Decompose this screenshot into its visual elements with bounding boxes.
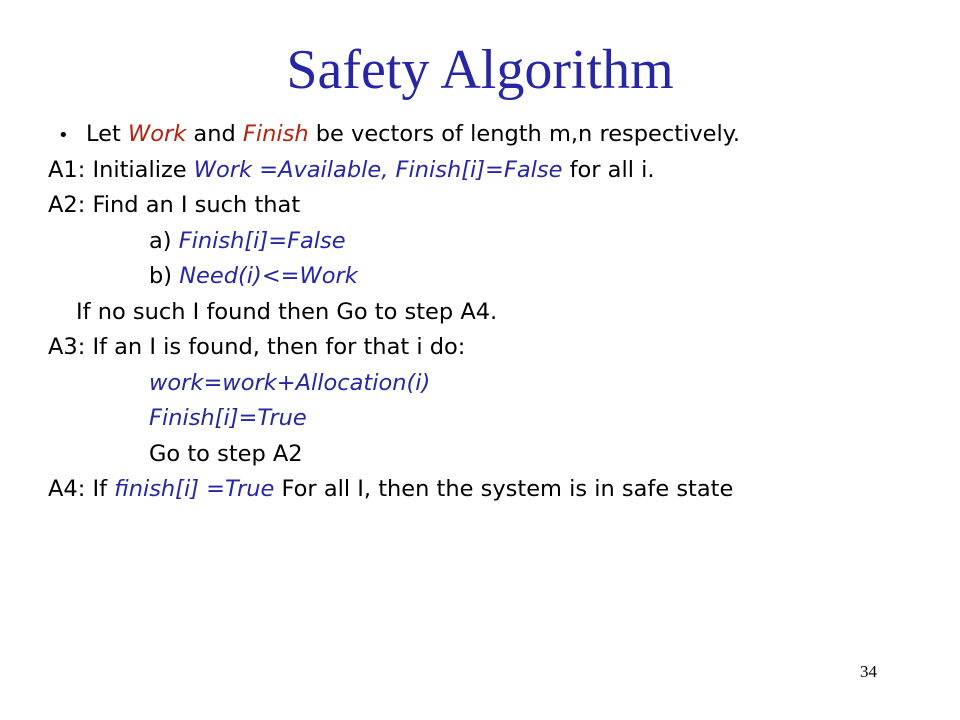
slide-title: Safety Algorithm (286, 39, 674, 101)
step-a3-work-update (48, 366, 948, 402)
condition-b-label: b) (149, 263, 180, 289)
step-a2-fallback (48, 295, 948, 331)
step-a3-label: A3: If an I is found, then for that i do: (48, 334, 466, 360)
finish-update-emph: Finish[i]=True (149, 405, 307, 431)
text-vectors: be vectors of length m,n respectively. (308, 121, 741, 147)
emph-finish: Finish (242, 121, 309, 147)
slide-body (48, 117, 948, 508)
condition-b-emph: Need(i)<=Work (179, 263, 358, 289)
step-a2-label: A2: Find an I such that (48, 192, 301, 218)
bullet-line-vectors (48, 117, 948, 153)
condition-a-label: a) (149, 227, 179, 254)
goto-text: Go to step A2 (149, 440, 303, 467)
condition-a-emph: Finish[i]=False (178, 227, 346, 254)
step-a2 (48, 188, 948, 224)
step-a1-emph: Work =Available, Finish[i]=False (193, 156, 563, 183)
step-a1-tail: for all i. (562, 156, 655, 183)
fallback-text: If no such I found then Go to step A4. (76, 298, 498, 325)
step-a3-goto (48, 437, 948, 473)
text-and: and (186, 121, 243, 147)
step-a1 (48, 153, 948, 189)
step-a3 (48, 330, 948, 366)
step-a4-emph: finish[i] =True (114, 476, 275, 502)
page-number: 34 (860, 662, 877, 681)
step-a3-finish-update (48, 401, 948, 437)
step-a4-label: A4: If (48, 476, 115, 502)
bullet-icon: • (58, 125, 69, 146)
work-update-emph: work=work+Allocation(i) (149, 369, 431, 396)
text-let: Let (86, 121, 128, 147)
step-a1-label: A1: Initialize (48, 156, 194, 183)
step-a4 (48, 472, 948, 508)
step-a2-condition-a (48, 224, 948, 260)
emph-work: Work (127, 121, 187, 147)
step-a2-condition-b (48, 259, 948, 295)
step-a4-tail: For all I, then the system is in safe state (274, 476, 734, 502)
